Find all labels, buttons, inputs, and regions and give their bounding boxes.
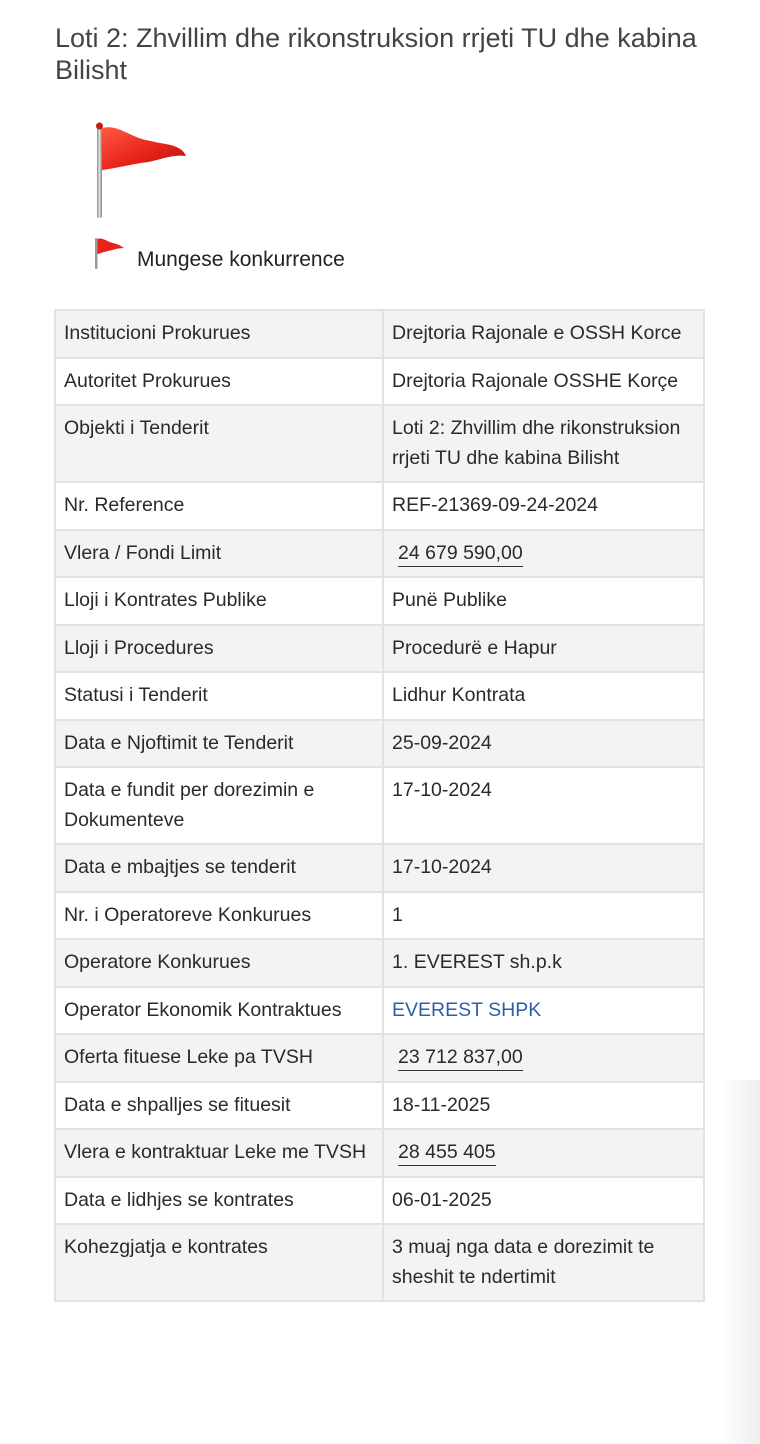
row-value-cell [383, 530, 704, 578]
table-row [55, 939, 704, 987]
row-label: Lloji i Procedures [55, 625, 383, 673]
row-label: Lloji i Kontrates Publike [55, 577, 383, 625]
row-value: 18-11-2025 [392, 1093, 491, 1116]
row-value-cell [383, 1082, 704, 1130]
table-row [55, 625, 704, 673]
row-value: Loti 2: Zhvillim dhe rikonstruksion rrjeti TU dhe kabina Bilisht [392, 417, 681, 469]
red-flag-icon [94, 122, 190, 220]
row-label: Operatore Konkurues [55, 939, 383, 987]
row-value-cell [383, 1129, 704, 1177]
row-value: 25-09-2024 [392, 731, 492, 754]
table-row [55, 767, 704, 844]
row-value: 17-10-2024 [392, 779, 492, 801]
table-row [55, 720, 704, 768]
table-row [55, 1034, 704, 1082]
amount-link[interactable]: 23 712 837,00 [398, 1044, 523, 1071]
red-flag-small-icon [92, 236, 126, 270]
table-row [55, 1129, 704, 1177]
row-value-cell [383, 987, 704, 1035]
row-label: Data e shpalljes se fituesit [55, 1082, 383, 1130]
row-value-cell [383, 625, 704, 673]
row-value-cell [383, 358, 704, 406]
tender-details-table [54, 309, 705, 1302]
row-label: Kohezgjatja e kontrates [55, 1224, 383, 1301]
table-row [55, 577, 704, 625]
operator-link[interactable]: EVEREST SHPK [392, 998, 542, 1021]
row-value-cell [383, 672, 704, 720]
row-label: Vlera e kontraktuar Leke me TVSH [55, 1129, 383, 1177]
row-value-cell [383, 892, 704, 940]
row-value: Lidhur Kontrata [392, 684, 526, 706]
table-row [55, 1082, 704, 1130]
row-value: 17-10-2024 [392, 856, 492, 878]
row-label: Statusi i Tenderit [55, 672, 383, 720]
table-row [55, 530, 704, 578]
row-value: Procedurë e Hapur [392, 636, 557, 659]
edge-shadow [720, 1080, 760, 1444]
row-label: Operator Ekonomik Kontraktues [55, 987, 383, 1035]
row-value: 1. EVEREST sh.p.k [392, 951, 562, 973]
table-row [55, 892, 704, 940]
row-value-cell [383, 1177, 704, 1225]
row-value-cell [383, 405, 704, 482]
table-row [55, 310, 704, 358]
flag-caption: Mungese konkurrence [137, 248, 345, 271]
row-value: 1 [392, 903, 403, 926]
table-row [55, 987, 704, 1035]
table-row [55, 1177, 704, 1225]
row-value-cell [383, 1034, 704, 1082]
row-value-cell [383, 720, 704, 768]
amount-link[interactable]: 24 679 590,00 [398, 540, 523, 567]
table-row [55, 844, 704, 892]
row-value-cell [383, 310, 704, 358]
amount-link[interactable]: 28 455 405 [398, 1139, 496, 1166]
row-label: Data e lidhjes se kontrates [55, 1177, 383, 1225]
row-value: 3 muaj nga data e dorezimit te sheshit te ndertimit [392, 1236, 655, 1288]
table-row [55, 405, 704, 482]
row-value-cell [383, 939, 704, 987]
row-label: Nr. i Operatoreve Konkurues [55, 892, 383, 940]
row-label: Oferta fituese Leke pa TVSH [55, 1034, 383, 1082]
row-value-cell [383, 577, 704, 625]
table-row [55, 482, 704, 530]
table-row [55, 1224, 704, 1301]
page-title: Loti 2: Zhvillim dhe rikonstruksion rrjeti TU dhe kabina Bilisht [55, 23, 697, 85]
row-label: Nr. Reference [55, 482, 383, 530]
table-row [55, 672, 704, 720]
row-label: Data e fundit per dorezimin e Dokumenteve [55, 767, 383, 844]
row-value-cell [383, 767, 704, 844]
table-row [55, 358, 704, 406]
row-label: Autoritet Prokurues [55, 358, 383, 406]
row-value: REF-21369-09-24-2024 [392, 494, 598, 516]
row-label: Objekti i Tenderit [55, 405, 383, 482]
row-value-cell [383, 482, 704, 530]
row-value: 06-01-2025 [392, 1188, 492, 1211]
row-value-cell [383, 844, 704, 892]
row-label: Data e Njoftimit te Tenderit [55, 720, 383, 768]
row-value: Drejtoria Rajonale e OSSH Korce [392, 322, 682, 344]
row-label: Institucioni Prokurues [55, 310, 383, 358]
row-value: Drejtoria Rajonale OSSHE Korçe [392, 369, 679, 392]
row-value: Punë Publike [392, 589, 507, 611]
row-value-cell [383, 1224, 704, 1301]
row-label: Vlera / Fondi Limit [55, 530, 383, 578]
row-label: Data e mbajtjes se tenderit [55, 844, 383, 892]
